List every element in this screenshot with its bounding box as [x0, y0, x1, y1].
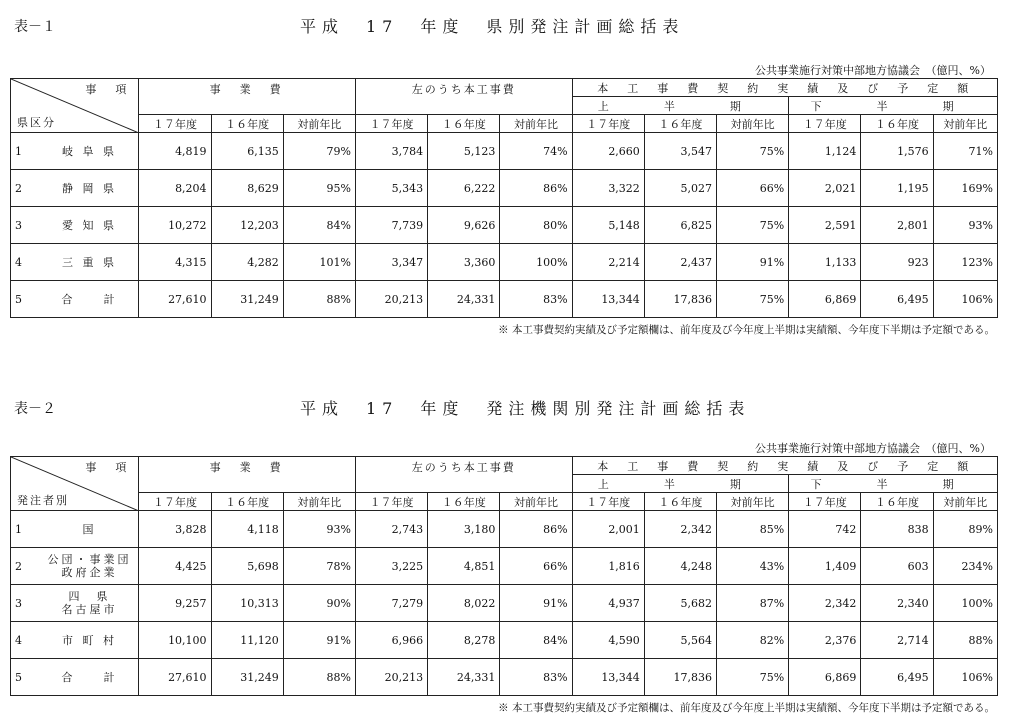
table1-subheader: １６年度 — [861, 115, 933, 133]
table-cell: 74% — [500, 133, 572, 170]
table-cell: 88% — [283, 659, 355, 696]
table1-subheader: 対前年比 — [933, 115, 997, 133]
table-cell: 3,322 — [572, 170, 644, 207]
table-cell: 24,331 — [428, 281, 500, 318]
table2-header-first-half: 上 半 期 — [572, 475, 789, 493]
table1-corner-top: 事 項 — [85, 83, 131, 96]
table-cell: 75% — [717, 207, 789, 244]
row-label: 合 計 — [41, 281, 139, 318]
table-row — [11, 170, 998, 207]
table-cell: 11,120 — [211, 622, 283, 659]
table-cell: 5,343 — [355, 170, 427, 207]
table-cell: 17,836 — [644, 659, 716, 696]
table-cell: 2,801 — [861, 207, 933, 244]
table-cell: 838 — [861, 511, 933, 548]
row-number: 3 — [11, 207, 41, 244]
table-cell: 3,180 — [428, 511, 500, 548]
row-label-line2: 政府企業 — [61, 566, 118, 579]
table2-subheader: １７年度 — [355, 493, 427, 511]
table-cell: 83% — [500, 281, 572, 318]
table2 — [10, 456, 998, 696]
table2-subheader: 対前年比 — [283, 493, 355, 511]
table1-subheader: １６年度 — [428, 115, 500, 133]
table-cell: 13,344 — [572, 659, 644, 696]
row-number: 2 — [11, 170, 41, 207]
row-number: 2 — [11, 548, 41, 585]
table-cell: 4,851 — [428, 548, 500, 585]
row-label: 静 岡 県 — [41, 170, 139, 207]
table-row — [11, 585, 998, 622]
table-row — [11, 511, 998, 548]
table-cell: 43% — [717, 548, 789, 585]
table-cell: 7,739 — [355, 207, 427, 244]
table-cell: 87% — [717, 585, 789, 622]
table-cell: 89% — [933, 511, 997, 548]
table-cell: 4,590 — [572, 622, 644, 659]
table2-corner-bottom: 発注者別 — [17, 494, 69, 507]
table1-title: 平成 17 年度 県別発注計画総括表 — [300, 17, 685, 36]
table-cell: 106% — [933, 659, 997, 696]
table-cell: 20,213 — [355, 659, 427, 696]
table-cell: 5,564 — [644, 622, 716, 659]
table-cell: 8,204 — [139, 170, 211, 207]
table1-subheader: １７年度 — [355, 115, 427, 133]
table-cell: 80% — [500, 207, 572, 244]
table-cell: 88% — [933, 622, 997, 659]
table-cell: 82% — [717, 622, 789, 659]
table-cell: 24,331 — [428, 659, 500, 696]
table-cell: 6,495 — [861, 281, 933, 318]
table-cell: 5,698 — [211, 548, 283, 585]
table-row — [11, 622, 998, 659]
row-label: 愛 知 県 — [41, 207, 139, 244]
table1-label: 表－１ — [14, 19, 56, 35]
table2-subheader: 対前年比 — [933, 493, 997, 511]
table1-subheader: １６年度 — [644, 115, 716, 133]
table-cell: 66% — [717, 170, 789, 207]
table-cell: 20,213 — [355, 281, 427, 318]
table1-subheader: 対前年比 — [717, 115, 789, 133]
table1-header-contract: 本 工 事 費 契 約 実 績 及 び 予 定 額 — [572, 79, 997, 97]
table-cell: 66% — [500, 548, 572, 585]
table2-subheader: 対前年比 — [717, 493, 789, 511]
table2-title: 平成 17 年度 発注機関別発注計画総括表 — [300, 399, 751, 418]
table-cell: 90% — [283, 585, 355, 622]
table-cell: 1,195 — [861, 170, 933, 207]
table-cell: 123% — [933, 244, 997, 281]
table-cell: 86% — [500, 511, 572, 548]
table2-org-note: 公共事業施行対策中部地方協議会 （億円、%） — [755, 442, 991, 455]
table-cell: 8,278 — [428, 622, 500, 659]
table-cell: 2,743 — [355, 511, 427, 548]
table1-header-first-half: 上 半 期 — [572, 97, 789, 115]
table-row — [11, 281, 998, 318]
table-cell: 100% — [500, 244, 572, 281]
table2-subheader: １７年度 — [139, 493, 211, 511]
table-cell: 9,257 — [139, 585, 211, 622]
table-cell: 1,133 — [789, 244, 861, 281]
table-cell: 2,714 — [861, 622, 933, 659]
table-cell: 100% — [933, 585, 997, 622]
table2-label: 表－２ — [14, 401, 56, 417]
table1 — [10, 78, 998, 318]
table1-corner-bottom: 県区分 — [17, 116, 56, 129]
table-cell: 71% — [933, 133, 997, 170]
table-cell: 4,118 — [211, 511, 283, 548]
table-cell: 5,123 — [428, 133, 500, 170]
table-cell: 5,682 — [644, 585, 716, 622]
table-cell: 75% — [717, 281, 789, 318]
table-cell: 4,248 — [644, 548, 716, 585]
table-cell: 6,495 — [861, 659, 933, 696]
table1-header-total: 事 業 費 — [139, 79, 356, 115]
table-cell: 88% — [283, 281, 355, 318]
table2-footnote: ※ 本工事費契約実績及び予定額欄は、前年度及び今年度上半期は実績額、今年度下半期は予定額である。 — [498, 702, 995, 714]
table-cell: 86% — [500, 170, 572, 207]
table-cell: 84% — [283, 207, 355, 244]
table2-header-main-work: 左のうち本工事費 — [355, 457, 572, 493]
table-cell: 101% — [283, 244, 355, 281]
table-cell: 169% — [933, 170, 997, 207]
table-cell: 84% — [500, 622, 572, 659]
table-cell: 742 — [789, 511, 861, 548]
table1-header-main-work: 左のうち本工事費 — [355, 79, 572, 115]
table1-header-second-half: 下 半 期 — [789, 97, 998, 115]
table-cell: 6,135 — [211, 133, 283, 170]
table-cell: 91% — [500, 585, 572, 622]
table-cell: 2,021 — [789, 170, 861, 207]
table-cell: 78% — [283, 548, 355, 585]
table-cell: 2,342 — [789, 585, 861, 622]
row-number: 4 — [11, 622, 41, 659]
table-cell: 13,344 — [572, 281, 644, 318]
table2-corner-top: 事 項 — [85, 461, 131, 474]
table2-subheader: 対前年比 — [500, 493, 572, 511]
table-cell: 8,022 — [428, 585, 500, 622]
table2-header-total: 事 業 費 — [139, 457, 356, 493]
table-row — [11, 659, 998, 696]
table2-header-second-half: 下 半 期 — [789, 475, 998, 493]
table1-org-note: 公共事業施行対策中部地方協議会 （億円、%） — [755, 64, 991, 77]
table-cell: 91% — [717, 244, 789, 281]
table-cell: 10,100 — [139, 622, 211, 659]
table-row — [11, 207, 998, 244]
row-number: 1 — [11, 133, 41, 170]
row-label — [41, 585, 139, 622]
table-cell: 91% — [283, 622, 355, 659]
table1-subheader: １７年度 — [139, 115, 211, 133]
table-row — [11, 133, 998, 170]
table-cell: 2,340 — [861, 585, 933, 622]
row-number: 5 — [11, 659, 41, 696]
table-cell: 75% — [717, 659, 789, 696]
table-cell: 79% — [283, 133, 355, 170]
table-cell: 83% — [500, 659, 572, 696]
table-cell: 8,629 — [211, 170, 283, 207]
table-cell: 1,816 — [572, 548, 644, 585]
table-cell: 31,249 — [211, 281, 283, 318]
table-cell: 1,124 — [789, 133, 861, 170]
table1-corner-header — [11, 79, 139, 133]
row-number: 1 — [11, 511, 41, 548]
table-row — [11, 548, 998, 585]
table-cell: 6,869 — [789, 281, 861, 318]
row-label: 合 計 — [41, 659, 139, 696]
table2-subheader: １６年度 — [428, 493, 500, 511]
row-number: 3 — [11, 585, 41, 622]
table-cell: 9,626 — [428, 207, 500, 244]
row-label: 国 — [41, 511, 139, 548]
row-number: 4 — [11, 244, 41, 281]
table-cell: 2,591 — [789, 207, 861, 244]
table-cell: 3,784 — [355, 133, 427, 170]
table-cell: 7,279 — [355, 585, 427, 622]
table-cell: 10,313 — [211, 585, 283, 622]
table2-corner-header — [11, 457, 139, 511]
table1-footnote: ※ 本工事費契約実績及び予定額欄は、前年度及び今年度上半期は実績額、今年度下半期は予定額である。 — [498, 324, 995, 336]
table-cell: 3,828 — [139, 511, 211, 548]
row-label: 市 町 村 — [41, 622, 139, 659]
table-cell: 4,315 — [139, 244, 211, 281]
row-label — [41, 548, 139, 585]
table-cell: 31,249 — [211, 659, 283, 696]
table-cell: 85% — [717, 511, 789, 548]
table-cell: 4,425 — [139, 548, 211, 585]
table-cell: 2,660 — [572, 133, 644, 170]
table-cell: 3,547 — [644, 133, 716, 170]
table2-subheader: １７年度 — [789, 493, 861, 511]
table-cell: 2,342 — [644, 511, 716, 548]
table-cell: 6,966 — [355, 622, 427, 659]
table-cell: 923 — [861, 244, 933, 281]
table-cell: 5,148 — [572, 207, 644, 244]
table-cell: 234% — [933, 548, 997, 585]
row-label: 岐 阜 県 — [41, 133, 139, 170]
table-cell: 2,376 — [789, 622, 861, 659]
table-cell: 93% — [283, 511, 355, 548]
table-cell: 6,869 — [789, 659, 861, 696]
table-cell: 3,225 — [355, 548, 427, 585]
table-cell: 75% — [717, 133, 789, 170]
table-cell: 17,836 — [644, 281, 716, 318]
table-cell: 2,214 — [572, 244, 644, 281]
table-cell: 5,027 — [644, 170, 716, 207]
table-cell: 93% — [933, 207, 997, 244]
table-cell: 1,576 — [861, 133, 933, 170]
table-cell: 4,937 — [572, 585, 644, 622]
row-number: 5 — [11, 281, 41, 318]
table-cell: 4,282 — [211, 244, 283, 281]
table1-subheader: 対前年比 — [283, 115, 355, 133]
row-label-line1: 四 県 — [68, 590, 111, 603]
table-cell: 603 — [861, 548, 933, 585]
table2-subheader: １６年度 — [861, 493, 933, 511]
table2-subheader: １７年度 — [572, 493, 644, 511]
table-cell: 27,610 — [139, 659, 211, 696]
table-cell: 10,272 — [139, 207, 211, 244]
row-label-line2: 名古屋市 — [61, 603, 118, 616]
table-cell: 27,610 — [139, 281, 211, 318]
table-cell: 12,203 — [211, 207, 283, 244]
table-cell: 2,001 — [572, 511, 644, 548]
table1-subheader: １７年度 — [572, 115, 644, 133]
table-cell: 106% — [933, 281, 997, 318]
table-cell: 2,437 — [644, 244, 716, 281]
row-label-line1: 公団・事業団 — [47, 553, 132, 566]
table-cell: 3,360 — [428, 244, 500, 281]
table2-subheader: １６年度 — [644, 493, 716, 511]
table-cell: 6,825 — [644, 207, 716, 244]
table-row — [11, 244, 998, 281]
table-cell: 3,347 — [355, 244, 427, 281]
table-cell: 6,222 — [428, 170, 500, 207]
table-cell: 95% — [283, 170, 355, 207]
table-cell: 4,819 — [139, 133, 211, 170]
table1-subheader: １６年度 — [211, 115, 283, 133]
row-label: 三 重 県 — [41, 244, 139, 281]
table1-subheader: 対前年比 — [500, 115, 572, 133]
table-cell: 1,409 — [789, 548, 861, 585]
table2-subheader: １６年度 — [211, 493, 283, 511]
table1-subheader: １７年度 — [789, 115, 861, 133]
table2-header-contract: 本 工 事 費 契 約 実 績 及 び 予 定 額 — [572, 457, 997, 475]
